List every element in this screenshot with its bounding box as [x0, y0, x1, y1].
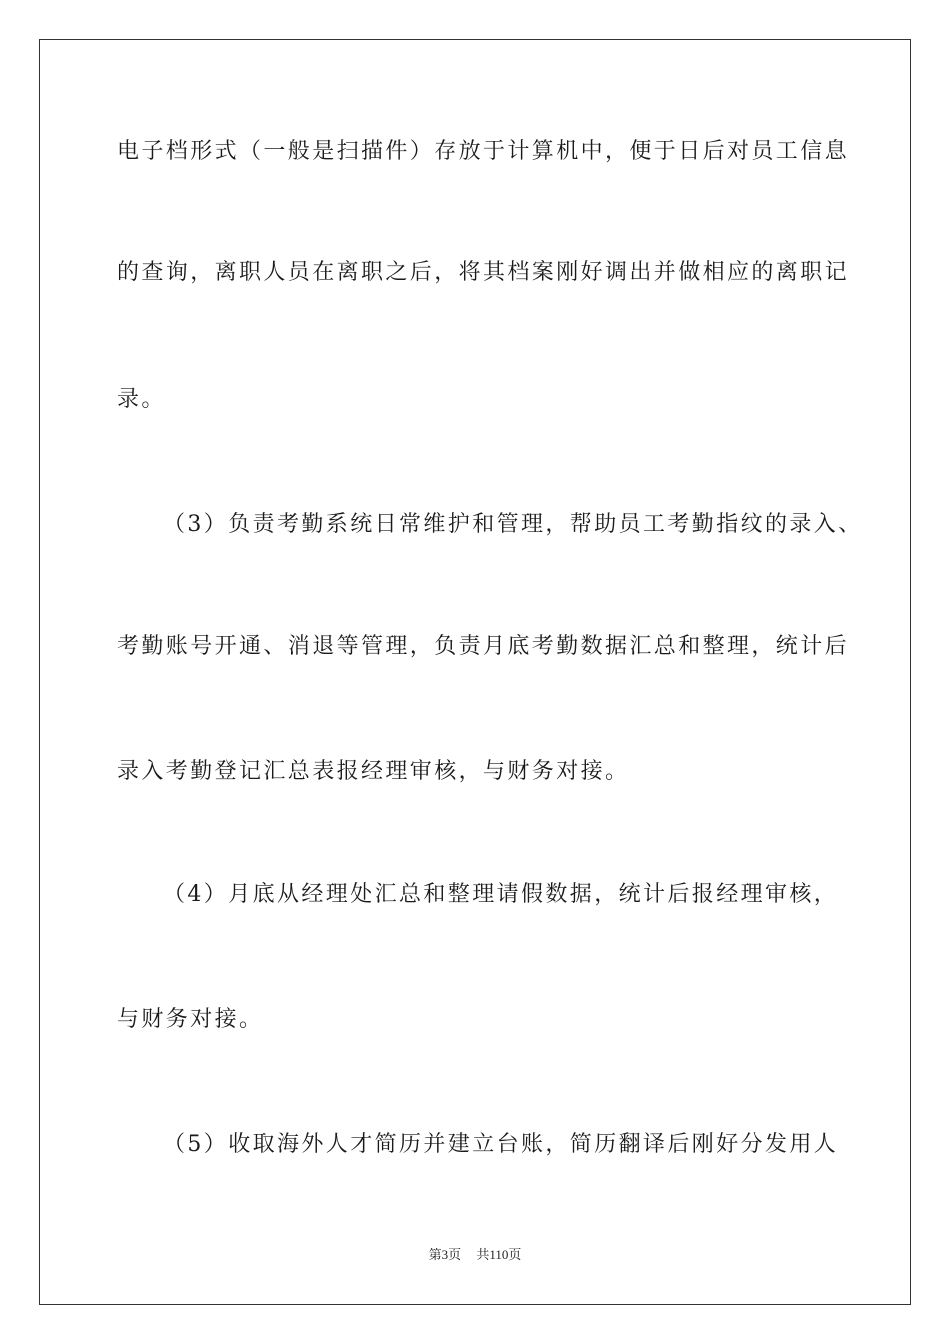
- body-text-line: 考勤账号开通、消退等管理，负责月底考勤数据汇总和整理，统计后: [117, 634, 850, 659]
- page-number: 第3页: [428, 1247, 462, 1262]
- body-text-line: 录。: [117, 387, 166, 412]
- body-text-line: 的查询，离职人员在离职之后，将其档案刚好调出并做相应的离职记: [117, 260, 850, 285]
- body-text-line: 电子档形式（一般是扫描件）存放于计算机中，便于日后对员工信息: [117, 139, 850, 164]
- page-total: 共110页: [476, 1247, 522, 1262]
- body-text-line: 与财务对接。: [117, 1007, 264, 1032]
- paragraph-3-first-line: （3）负责考勤系统日常维护和管理，帮助员工考勤指纹的录入、: [163, 512, 863, 537]
- paragraph-4-first-line: （4）月底从经理处汇总和整理请假数据，统计后报经理审核，: [163, 882, 839, 907]
- body-text-line: 录入考勤登记汇总表报经理审核，与财务对接。: [117, 759, 630, 784]
- page-border: [39, 39, 911, 1305]
- paragraph-5-first-line: （5）收取海外人才简历并建立台账，简历翻译后刚好分发用人: [163, 1132, 839, 1157]
- page-footer: [0, 1246, 950, 1264]
